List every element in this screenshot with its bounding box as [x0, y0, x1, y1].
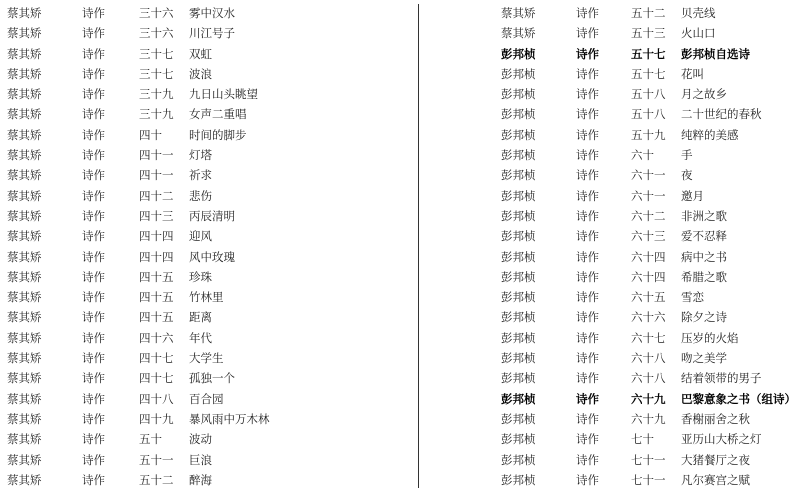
entry-genre: 诗作 — [82, 107, 105, 122]
index-entry-row — [0, 307, 418, 327]
entry-author: 蔡其矫 — [7, 107, 42, 122]
left-index-column — [0, 3, 418, 490]
entry-author: 彭邦桢 — [501, 208, 536, 223]
entry-issue: 四十四 — [139, 249, 174, 264]
entry-issue: 六十一 — [631, 168, 666, 183]
entry-title: 风中玫瑰 — [189, 249, 235, 264]
entry-issue: 五十七 — [631, 46, 666, 61]
entry-issue: 四十九 — [139, 411, 174, 426]
entry-title: 大学生 — [189, 351, 224, 366]
entry-issue: 四十五 — [139, 290, 174, 305]
index-entry-row — [420, 368, 800, 388]
entry-author: 彭邦桢 — [501, 107, 536, 122]
entry-title: 距离 — [189, 310, 212, 325]
entry-genre: 诗作 — [576, 66, 599, 81]
entry-author: 彭邦桢 — [501, 391, 536, 406]
entry-title: 亚历山大桥之灯 — [681, 432, 762, 447]
index-entry-row — [0, 348, 418, 368]
entry-author: 彭邦桢 — [501, 371, 536, 386]
entry-genre: 诗作 — [576, 249, 599, 264]
entry-issue: 六十三 — [631, 229, 666, 244]
entry-title: 巴黎意象之书（组诗） — [681, 391, 796, 406]
entry-author: 蔡其矫 — [7, 351, 42, 366]
index-entry-row — [420, 247, 800, 267]
index-entry-row — [0, 145, 418, 165]
entry-genre: 诗作 — [82, 66, 105, 81]
entry-issue: 四十一 — [139, 148, 174, 163]
entry-issue: 四十五 — [139, 310, 174, 325]
index-entry-row — [420, 470, 800, 490]
entry-author: 彭邦桢 — [501, 188, 536, 203]
entry-genre: 诗作 — [576, 269, 599, 284]
entry-title: 贝壳线 — [681, 6, 716, 20]
entry-author: 蔡其矫 — [7, 87, 42, 102]
entry-issue: 七十一 — [631, 472, 666, 487]
entry-issue: 五十一 — [139, 452, 174, 467]
entry-author: 蔡其矫 — [7, 229, 42, 244]
entry-issue: 三十七 — [139, 46, 174, 61]
entry-genre: 诗作 — [82, 290, 105, 305]
entry-genre: 诗作 — [576, 188, 599, 203]
index-entry-row — [420, 186, 800, 206]
entry-genre: 诗作 — [82, 229, 105, 244]
entry-title: 巨浪 — [189, 452, 212, 467]
index-entry-row — [420, 348, 800, 368]
index-entry-row — [0, 287, 418, 307]
entry-title: 纯粹的美感 — [681, 127, 739, 142]
entry-title: 凡尔赛宫之赋 — [681, 472, 750, 487]
entry-genre: 诗作 — [82, 26, 105, 41]
entry-issue: 五十二 — [631, 6, 666, 20]
entry-issue: 六十一 — [631, 188, 666, 203]
entry-author: 彭邦桢 — [501, 229, 536, 244]
entry-author: 蔡其矫 — [7, 310, 42, 325]
entry-author: 彭邦桢 — [501, 290, 536, 305]
entry-issue: 六十六 — [631, 310, 666, 325]
entry-title: 迎风 — [189, 229, 212, 244]
entry-author: 彭邦桢 — [501, 46, 536, 61]
entry-title: 病中之书 — [681, 249, 727, 264]
entry-author: 蔡其矫 — [7, 26, 42, 41]
entry-author: 彭邦桢 — [501, 127, 536, 142]
index-entry-row — [420, 206, 800, 226]
index-entry-row — [420, 389, 800, 409]
entry-author: 蔡其矫 — [7, 452, 42, 467]
entry-author: 蔡其矫 — [7, 371, 42, 386]
entry-title: 波动 — [189, 432, 212, 447]
entry-title: 时间的脚步 — [189, 127, 247, 142]
entry-genre: 诗作 — [576, 87, 599, 102]
entry-author: 彭邦桢 — [501, 269, 536, 284]
entry-author: 蔡其矫 — [7, 66, 42, 81]
entry-genre: 诗作 — [82, 351, 105, 366]
index-entry-row — [420, 287, 800, 307]
index-entry-row — [0, 328, 418, 348]
entry-title: 悲伤 — [189, 188, 212, 203]
entry-issue: 七十一 — [631, 452, 666, 467]
index-entry-row — [0, 247, 418, 267]
entry-title: 夜 — [681, 168, 693, 183]
entry-author: 彭邦桢 — [501, 330, 536, 345]
index-entry-row — [0, 23, 418, 43]
entry-author: 彭邦桢 — [501, 168, 536, 183]
entry-genre: 诗作 — [82, 208, 105, 223]
entry-title: 灯塔 — [189, 148, 212, 163]
entry-genre: 诗作 — [82, 148, 105, 163]
index-entry-row — [420, 104, 800, 124]
entry-title: 竹林里 — [189, 290, 224, 305]
index-entry-row — [0, 3, 418, 23]
entry-issue: 五十三 — [631, 26, 666, 41]
entry-author: 彭邦桢 — [501, 249, 536, 264]
entry-author: 彭邦桢 — [501, 452, 536, 467]
entry-issue: 四十一 — [139, 168, 174, 183]
entry-title: 希腊之歌 — [681, 269, 727, 284]
entry-title: 火山口 — [681, 26, 716, 41]
index-entry-row — [0, 267, 418, 287]
entry-issue: 五十二 — [139, 472, 174, 487]
entry-title: 彭邦桢自选诗 — [681, 46, 750, 61]
entry-issue: 四十四 — [139, 229, 174, 244]
entry-author: 彭邦桢 — [501, 472, 536, 487]
entry-title: 雪恋 — [681, 290, 704, 305]
index-entry-row — [0, 125, 418, 145]
entry-title: 邀月 — [681, 188, 704, 203]
entry-genre: 诗作 — [82, 188, 105, 203]
index-entry-row — [0, 389, 418, 409]
entry-title: 二十世纪的春秋 — [681, 107, 762, 122]
entry-genre: 诗作 — [576, 371, 599, 386]
entry-genre: 诗作 — [576, 452, 599, 467]
index-entry-row — [0, 409, 418, 429]
entry-genre: 诗作 — [576, 472, 599, 487]
entry-author: 蔡其矫 — [7, 6, 42, 20]
entry-author: 蔡其矫 — [7, 188, 42, 203]
entry-title: 非洲之歌 — [681, 208, 727, 223]
index-entry-row — [0, 470, 418, 490]
entry-author: 彭邦桢 — [501, 432, 536, 447]
index-entry-row — [0, 206, 418, 226]
entry-title: 结着领带的男子 — [681, 371, 762, 386]
entry-issue: 六十九 — [631, 391, 666, 406]
entry-author: 蔡其矫 — [7, 330, 42, 345]
index-entry-row — [420, 328, 800, 348]
entry-title: 波浪 — [189, 66, 212, 81]
entry-title: 月之故乡 — [681, 87, 727, 102]
index-entry-row — [420, 125, 800, 145]
entry-title: 醉海 — [189, 472, 212, 487]
index-entry-row — [420, 64, 800, 84]
entry-genre: 诗作 — [576, 6, 599, 20]
entry-title: 花叫 — [681, 66, 704, 81]
entry-author: 蔡其矫 — [501, 26, 536, 41]
entry-author: 蔡其矫 — [7, 249, 42, 264]
entry-author: 彭邦桢 — [501, 411, 536, 426]
index-entry-row — [420, 44, 800, 64]
entry-title: 祈求 — [189, 168, 212, 183]
entry-issue: 四十五 — [139, 269, 174, 284]
entry-author: 蔡其矫 — [7, 432, 42, 447]
entry-issue: 六十五 — [631, 290, 666, 305]
entry-title: 除夕之诗 — [681, 310, 727, 325]
entry-genre: 诗作 — [82, 46, 105, 61]
entry-title: 大猪餐厅之夜 — [681, 452, 750, 467]
entry-title: 川江号子 — [189, 26, 235, 41]
entry-title: 双虹 — [189, 46, 212, 61]
entry-issue: 六十四 — [631, 269, 666, 284]
entry-genre: 诗作 — [82, 411, 105, 426]
entry-author: 彭邦桢 — [501, 148, 536, 163]
index-entry-row — [0, 165, 418, 185]
index-entry-row — [0, 186, 418, 206]
entry-genre: 诗作 — [576, 351, 599, 366]
index-entry-row — [420, 267, 800, 287]
entry-genre: 诗作 — [576, 229, 599, 244]
entry-issue: 四十 — [139, 127, 162, 142]
entry-genre: 诗作 — [82, 472, 105, 487]
index-entry-row — [420, 3, 800, 23]
entry-issue: 四十七 — [139, 371, 174, 386]
entry-genre: 诗作 — [576, 148, 599, 163]
entry-title: 女声二重唱 — [189, 107, 247, 122]
entry-issue: 四十二 — [139, 188, 174, 203]
entry-author: 蔡其矫 — [7, 290, 42, 305]
entry-author: 蔡其矫 — [7, 127, 42, 142]
index-entry-row — [0, 368, 418, 388]
entry-author: 彭邦桢 — [501, 310, 536, 325]
index-entry-row — [420, 450, 800, 470]
entry-author: 蔡其矫 — [7, 148, 42, 163]
entry-title: 爱不忍释 — [681, 229, 727, 244]
index-entry-row — [420, 23, 800, 43]
right-index-column — [420, 3, 800, 490]
entry-genre: 诗作 — [82, 6, 105, 20]
entry-author: 蔡其矫 — [7, 411, 42, 426]
entry-genre: 诗作 — [576, 432, 599, 447]
entry-title: 暴风雨中万木林 — [189, 411, 270, 426]
index-entry-row — [0, 429, 418, 449]
entry-title: 香榭丽舍之秋 — [681, 411, 750, 426]
entry-title: 珍珠 — [189, 269, 212, 284]
entry-issue: 三十九 — [139, 107, 174, 122]
entry-title: 丙辰清明 — [189, 208, 235, 223]
entry-issue: 六十七 — [631, 330, 666, 345]
entry-issue: 五十七 — [631, 66, 666, 81]
entry-title: 九日山头眺望 — [189, 87, 258, 102]
index-entry-row — [0, 84, 418, 104]
index-entry-row — [420, 409, 800, 429]
entry-author: 彭邦桢 — [501, 351, 536, 366]
entry-issue: 五十八 — [631, 87, 666, 102]
entry-issue: 三十六 — [139, 26, 174, 41]
entry-genre: 诗作 — [82, 391, 105, 406]
index-entry-row — [0, 44, 418, 64]
entry-issue: 七十 — [631, 432, 654, 447]
entry-issue: 三十六 — [139, 6, 174, 20]
entry-issue: 四十七 — [139, 351, 174, 366]
entry-issue: 六十八 — [631, 371, 666, 386]
entry-issue: 三十九 — [139, 87, 174, 102]
entry-issue: 四十六 — [139, 330, 174, 345]
entry-issue: 六十 — [631, 148, 654, 163]
entry-genre: 诗作 — [576, 127, 599, 142]
entry-genre: 诗作 — [82, 452, 105, 467]
entry-genre: 诗作 — [82, 432, 105, 447]
entry-genre: 诗作 — [82, 249, 105, 264]
entry-author: 蔡其矫 — [7, 269, 42, 284]
index-entry-row — [420, 307, 800, 327]
column-divider — [418, 4, 419, 488]
entry-author: 蔡其矫 — [7, 472, 42, 487]
entry-author: 彭邦桢 — [501, 87, 536, 102]
index-entry-row — [0, 226, 418, 246]
entry-genre: 诗作 — [82, 330, 105, 345]
entry-genre: 诗作 — [576, 411, 599, 426]
entry-issue: 六十八 — [631, 351, 666, 366]
index-entry-row — [0, 450, 418, 470]
entry-genre: 诗作 — [576, 107, 599, 122]
entry-genre: 诗作 — [576, 26, 599, 41]
entry-issue: 四十三 — [139, 208, 174, 223]
entry-genre: 诗作 — [576, 391, 599, 406]
entry-author: 蔡其矫 — [7, 208, 42, 223]
entry-title: 雾中汉水 — [189, 6, 235, 20]
entry-title: 年代 — [189, 330, 212, 345]
entry-author: 彭邦桢 — [501, 66, 536, 81]
index-entry-row — [420, 429, 800, 449]
entry-title: 孤独一个 — [189, 371, 235, 386]
entry-genre: 诗作 — [82, 269, 105, 284]
entry-author: 蔡其矫 — [7, 46, 42, 61]
entry-author: 蔡其矫 — [7, 168, 42, 183]
index-entry-row — [420, 84, 800, 104]
entry-issue: 六十四 — [631, 249, 666, 264]
entry-title: 百合园 — [189, 391, 224, 406]
entry-genre: 诗作 — [576, 208, 599, 223]
entry-issue: 六十九 — [631, 411, 666, 426]
entry-genre: 诗作 — [576, 330, 599, 345]
entry-genre: 诗作 — [576, 290, 599, 305]
index-entry-row — [420, 226, 800, 246]
entry-author: 蔡其矫 — [7, 391, 42, 406]
entry-genre: 诗作 — [576, 310, 599, 325]
entry-title: 压岁的火焰 — [681, 330, 739, 345]
entry-genre: 诗作 — [82, 87, 105, 102]
entry-genre: 诗作 — [576, 46, 599, 61]
entry-issue: 六十二 — [631, 208, 666, 223]
entry-issue: 五十九 — [631, 127, 666, 142]
entry-genre: 诗作 — [82, 310, 105, 325]
index-entry-row — [0, 64, 418, 84]
entry-author: 蔡其矫 — [501, 6, 536, 20]
entry-issue: 三十七 — [139, 66, 174, 81]
index-entry-row — [420, 165, 800, 185]
entry-genre: 诗作 — [82, 168, 105, 183]
entry-genre: 诗作 — [576, 168, 599, 183]
entry-title: 手 — [681, 148, 693, 163]
entry-issue: 五十 — [139, 432, 162, 447]
entry-issue: 四十八 — [139, 391, 174, 406]
index-entry-row — [0, 104, 418, 124]
entry-title: 吻之美学 — [681, 351, 727, 366]
entry-issue: 五十八 — [631, 107, 666, 122]
index-entry-row — [420, 145, 800, 165]
entry-genre: 诗作 — [82, 127, 105, 142]
entry-genre: 诗作 — [82, 371, 105, 386]
